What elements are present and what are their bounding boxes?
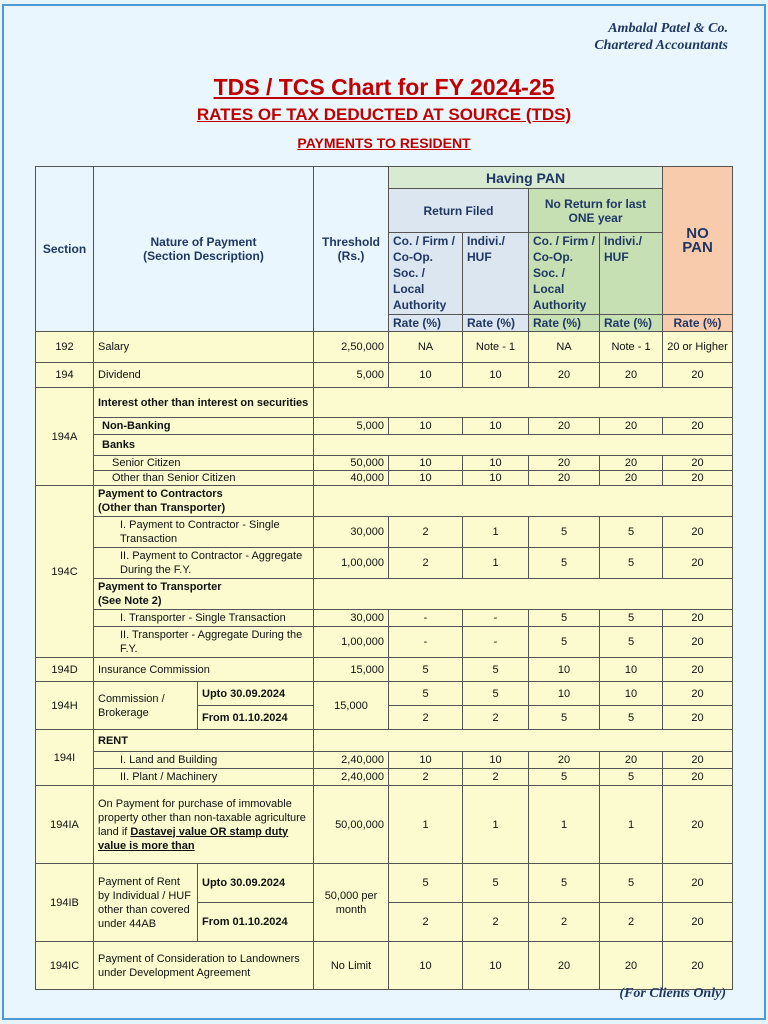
rate-cell: 10 bbox=[389, 752, 463, 769]
rate-cell: 20 bbox=[663, 456, 733, 471]
nature-heading bbox=[94, 486, 314, 517]
rate-cell: 10 bbox=[389, 418, 463, 435]
rate-cell: 5 bbox=[600, 627, 663, 658]
nature-heading-line2: (See Note 2) bbox=[98, 595, 162, 607]
rate-cell: 20 or Higher bbox=[663, 332, 733, 363]
rate-cell: 10 bbox=[463, 752, 529, 769]
rate-cell: 20 bbox=[663, 627, 733, 658]
rate-cell: 20 bbox=[600, 752, 663, 769]
rate-cell: 5 bbox=[389, 682, 463, 706]
threshold-cell: 30,000 bbox=[314, 517, 389, 548]
period-label: From 01.10.2024 bbox=[198, 903, 314, 942]
nature-cell: Other than Senior Citizen bbox=[94, 471, 314, 486]
blank-cell bbox=[314, 486, 733, 517]
rate-cell: 5 bbox=[463, 658, 529, 682]
table-row bbox=[36, 332, 733, 363]
threshold-cell: 2,50,000 bbox=[314, 332, 389, 363]
rate-cell: 10 bbox=[389, 942, 463, 990]
col-header-rf-company: Co. / Firm / Co-Op. Soc. / Local Authority bbox=[389, 233, 463, 315]
firm-name-line2: Chartered Accountants bbox=[594, 38, 728, 53]
rate-cell: 5 bbox=[529, 864, 600, 903]
nature-cell: Senior Citizen bbox=[94, 456, 314, 471]
nature-heading-line1: Payment to Transporter bbox=[98, 581, 222, 593]
col-header-nature-line2: (Section Description) bbox=[143, 249, 264, 263]
table-row bbox=[36, 769, 733, 786]
col-header-no-pan-line2: PAN bbox=[682, 238, 713, 256]
col-header-no-return: No Return for last ONE year bbox=[529, 189, 663, 233]
rate-cell: 20 bbox=[663, 942, 733, 990]
threshold-cell: 15,000 bbox=[314, 682, 389, 730]
nature-heading bbox=[94, 579, 314, 610]
nature-cell: Payment of Rent by Individual / HUF other than covered under 44AB bbox=[94, 864, 198, 942]
col-header-threshold-line1: Threshold bbox=[321, 235, 380, 249]
threshold-cell: 1,00,000 bbox=[314, 548, 389, 579]
rate-cell: 20 bbox=[600, 363, 663, 388]
nature-cell: II. Payment to Contractor - Aggregate During the F.Y. bbox=[94, 548, 314, 579]
table-row bbox=[36, 786, 733, 864]
table-row bbox=[36, 752, 733, 769]
threshold-cell: 5,000 bbox=[314, 418, 389, 435]
table-row bbox=[36, 548, 733, 579]
rate-cell: 20 bbox=[600, 471, 663, 486]
rate-cell: 20 bbox=[663, 682, 733, 706]
nature-subheading: Banks bbox=[94, 435, 314, 456]
rate-cell: 5 bbox=[600, 706, 663, 730]
col-header-nature bbox=[94, 167, 314, 332]
rate-cell: 1 bbox=[463, 517, 529, 548]
rate-cell: 2 bbox=[463, 903, 529, 942]
rate-cell: 2 bbox=[389, 903, 463, 942]
table-row bbox=[36, 418, 733, 435]
rate-cell: 10 bbox=[389, 471, 463, 486]
footer-note: (For Clients Only) bbox=[619, 986, 726, 1001]
table-row bbox=[36, 471, 733, 486]
threshold-cell: 5,000 bbox=[314, 363, 389, 388]
rate-cell: 20 bbox=[663, 903, 733, 942]
rate-cell: 10 bbox=[463, 363, 529, 388]
section-code: 194H bbox=[36, 682, 94, 730]
section-code: 194IA bbox=[36, 786, 94, 864]
blank-cell bbox=[314, 579, 733, 610]
table-row bbox=[36, 388, 733, 418]
rate-cell: 5 bbox=[529, 769, 600, 786]
table-row bbox=[36, 517, 733, 548]
col-header-rf-individual: Indivi./ HUF bbox=[463, 233, 529, 315]
rate-cell: 5 bbox=[389, 658, 463, 682]
rate-cell: 20 bbox=[663, 363, 733, 388]
section-code: 194A bbox=[36, 388, 94, 486]
nature-cell: Commission / Brokerage bbox=[94, 682, 198, 730]
col-header-section: Section bbox=[36, 167, 94, 332]
nature-cell: I. Land and Building bbox=[94, 752, 314, 769]
threshold-cell: 2,40,000 bbox=[314, 769, 389, 786]
table-row bbox=[36, 486, 733, 517]
rate-cell: 20 bbox=[600, 456, 663, 471]
rate-cell: - bbox=[463, 610, 529, 627]
rate-cell: 1 bbox=[529, 786, 600, 864]
period-label: Upto 30.09.2024 bbox=[198, 864, 314, 903]
section-code: 194IC bbox=[36, 942, 94, 990]
rate-cell: 20 bbox=[663, 786, 733, 864]
rate-cell: 20 bbox=[529, 418, 600, 435]
table-row bbox=[36, 658, 733, 682]
col-header-return-filed: Return Filed bbox=[389, 189, 529, 233]
nature-heading-line1: Payment to Contractors bbox=[98, 488, 223, 500]
rate-cell: NA bbox=[389, 332, 463, 363]
col-header-nr-company: Co. / Firm / Co-Op. Soc. / Local Authority bbox=[529, 233, 600, 315]
rate-cell: 2 bbox=[463, 706, 529, 730]
rate-cell: 1 bbox=[463, 548, 529, 579]
nature-cell: Non-Banking bbox=[94, 418, 314, 435]
rate-cell: Note - 1 bbox=[600, 332, 663, 363]
table-row bbox=[36, 682, 733, 706]
rate-cell: 5 bbox=[529, 517, 600, 548]
period-label: Upto 30.09.2024 bbox=[198, 682, 314, 706]
threshold-cell: 30,000 bbox=[314, 610, 389, 627]
nature-cell bbox=[94, 786, 314, 864]
table-row bbox=[36, 610, 733, 627]
rate-cell: 5 bbox=[529, 706, 600, 730]
section-code: 192 bbox=[36, 332, 94, 363]
blank-cell bbox=[314, 388, 733, 418]
nature-heading: RENT bbox=[94, 730, 314, 752]
threshold-cell: 50,00,000 bbox=[314, 786, 389, 864]
section-code: 194I bbox=[36, 730, 94, 786]
nature-cell: I. Payment to Contractor - Single Transaction bbox=[94, 517, 314, 548]
rate-label: Rate (%) bbox=[663, 315, 733, 332]
rate-cell: 10 bbox=[529, 658, 600, 682]
section-code: 194 bbox=[36, 363, 94, 388]
nature-emphasis: Dastavej value OR stamp duty value is more than bbox=[98, 825, 289, 852]
nature-cell: I. Transporter - Single Transaction bbox=[94, 610, 314, 627]
table-row bbox=[36, 435, 733, 456]
rate-cell: 2 bbox=[463, 769, 529, 786]
col-header-nr-individual: Indivi./ HUF bbox=[600, 233, 663, 315]
nature-cell: Dividend bbox=[94, 363, 314, 388]
rate-cell: 5 bbox=[529, 610, 600, 627]
rate-cell: 20 bbox=[663, 864, 733, 903]
rate-cell: 10 bbox=[389, 363, 463, 388]
rate-cell: 20 bbox=[663, 471, 733, 486]
nature-cell: Payment of Consideration to Landowners under Development Agreement bbox=[94, 942, 314, 990]
rate-cell: 1 bbox=[600, 786, 663, 864]
page-subtitle: RATES OF TAX DEDUCTED AT SOURCE (TDS) bbox=[196, 105, 572, 124]
rate-label: Rate (%) bbox=[600, 315, 663, 332]
rate-cell: 2 bbox=[389, 769, 463, 786]
rate-cell: - bbox=[389, 610, 463, 627]
period-label: From 01.10.2024 bbox=[198, 706, 314, 730]
rate-cell: 20 bbox=[663, 548, 733, 579]
rate-cell: 20 bbox=[663, 769, 733, 786]
page-title: TDS / TCS Chart for FY 2024-25 bbox=[213, 74, 555, 100]
threshold-cell: 50,000 per month bbox=[314, 864, 389, 942]
rate-cell: 20 bbox=[529, 942, 600, 990]
rate-cell: 1 bbox=[389, 786, 463, 864]
rate-label: Rate (%) bbox=[463, 315, 529, 332]
rate-cell: 20 bbox=[600, 418, 663, 435]
firm-name-line1: Ambalal Patel & Co. bbox=[608, 21, 728, 36]
rate-cell: 1 bbox=[463, 786, 529, 864]
rate-cell: Note - 1 bbox=[463, 332, 529, 363]
rate-cell: 20 bbox=[529, 471, 600, 486]
table-row bbox=[36, 363, 733, 388]
table-row bbox=[36, 730, 733, 752]
rate-cell: 20 bbox=[600, 942, 663, 990]
table-row bbox=[36, 627, 733, 658]
col-header-threshold bbox=[314, 167, 389, 332]
rate-cell: 10 bbox=[600, 682, 663, 706]
rate-cell: 5 bbox=[463, 864, 529, 903]
rate-cell: 10 bbox=[529, 682, 600, 706]
rate-cell: 5 bbox=[600, 517, 663, 548]
section-code: 194D bbox=[36, 658, 94, 682]
rate-cell: 2 bbox=[389, 706, 463, 730]
firm-name bbox=[594, 20, 728, 54]
table-row bbox=[36, 456, 733, 471]
rate-cell: 2 bbox=[600, 903, 663, 942]
threshold-cell: 15,000 bbox=[314, 658, 389, 682]
rate-cell: 5 bbox=[600, 769, 663, 786]
rate-cell: 20 bbox=[529, 752, 600, 769]
rate-cell: 5 bbox=[389, 864, 463, 903]
rate-cell: 2 bbox=[389, 548, 463, 579]
rate-cell: 5 bbox=[600, 548, 663, 579]
rate-label: Rate (%) bbox=[389, 315, 463, 332]
table-row bbox=[36, 864, 733, 903]
rate-cell: 10 bbox=[463, 942, 529, 990]
rate-cell: 5 bbox=[600, 864, 663, 903]
rate-cell: 20 bbox=[663, 610, 733, 627]
rate-cell: 10 bbox=[600, 658, 663, 682]
section-code: 194IB bbox=[36, 864, 94, 942]
rate-cell: - bbox=[463, 627, 529, 658]
rate-cell: 20 bbox=[663, 418, 733, 435]
nature-heading-line2: (Other than Transporter) bbox=[98, 502, 226, 514]
rate-cell: 2 bbox=[389, 517, 463, 548]
col-header-having-pan: Having PAN bbox=[389, 167, 663, 189]
rate-cell: 10 bbox=[463, 418, 529, 435]
col-header-nature-line1: Nature of Payment bbox=[150, 235, 257, 249]
threshold-cell: No Limit bbox=[314, 942, 389, 990]
rate-cell: 10 bbox=[463, 456, 529, 471]
rate-cell: - bbox=[389, 627, 463, 658]
section-code: 194C bbox=[36, 486, 94, 658]
rate-cell: 5 bbox=[600, 610, 663, 627]
col-header-no-pan-line1: NO bbox=[686, 224, 709, 242]
rate-cell: 20 bbox=[663, 658, 733, 682]
rate-cell: 20 bbox=[663, 517, 733, 548]
table-row bbox=[36, 942, 733, 990]
threshold-cell: 50,000 bbox=[314, 456, 389, 471]
rate-cell: 10 bbox=[463, 471, 529, 486]
rate-cell: 5 bbox=[463, 682, 529, 706]
nature-text: On Payment for purchase of immovable property other than non-taxable agriculture land if bbox=[98, 797, 306, 838]
table-row bbox=[36, 579, 733, 610]
col-header-no-pan bbox=[663, 167, 733, 315]
rate-cell: NA bbox=[529, 332, 600, 363]
rate-cell: 20 bbox=[663, 706, 733, 730]
nature-cell: Insurance Commission bbox=[94, 658, 314, 682]
nature-cell: II. Plant / Machinery bbox=[94, 769, 314, 786]
rate-cell: 5 bbox=[529, 548, 600, 579]
blank-cell bbox=[314, 435, 733, 456]
threshold-cell: 2,40,000 bbox=[314, 752, 389, 769]
tds-rate-table bbox=[35, 166, 733, 990]
blank-cell bbox=[314, 730, 733, 752]
nature-cell: Salary bbox=[94, 332, 314, 363]
rate-cell: 5 bbox=[529, 627, 600, 658]
rate-cell: 20 bbox=[529, 363, 600, 388]
rate-cell: 20 bbox=[529, 456, 600, 471]
rate-cell: 20 bbox=[663, 752, 733, 769]
col-header-threshold-line2: (Rs.) bbox=[337, 249, 365, 263]
rate-label: Rate (%) bbox=[529, 315, 600, 332]
nature-heading: Interest other than interest on securities bbox=[94, 388, 314, 418]
rate-cell: 2 bbox=[529, 903, 600, 942]
nature-cell: II. Transporter - Aggregate During the F.Y. bbox=[94, 627, 314, 658]
threshold-cell: 40,000 bbox=[314, 471, 389, 486]
threshold-cell: 1,00,000 bbox=[314, 627, 389, 658]
section-heading: PAYMENTS TO RESIDENT bbox=[297, 135, 471, 151]
rate-cell: 10 bbox=[389, 456, 463, 471]
